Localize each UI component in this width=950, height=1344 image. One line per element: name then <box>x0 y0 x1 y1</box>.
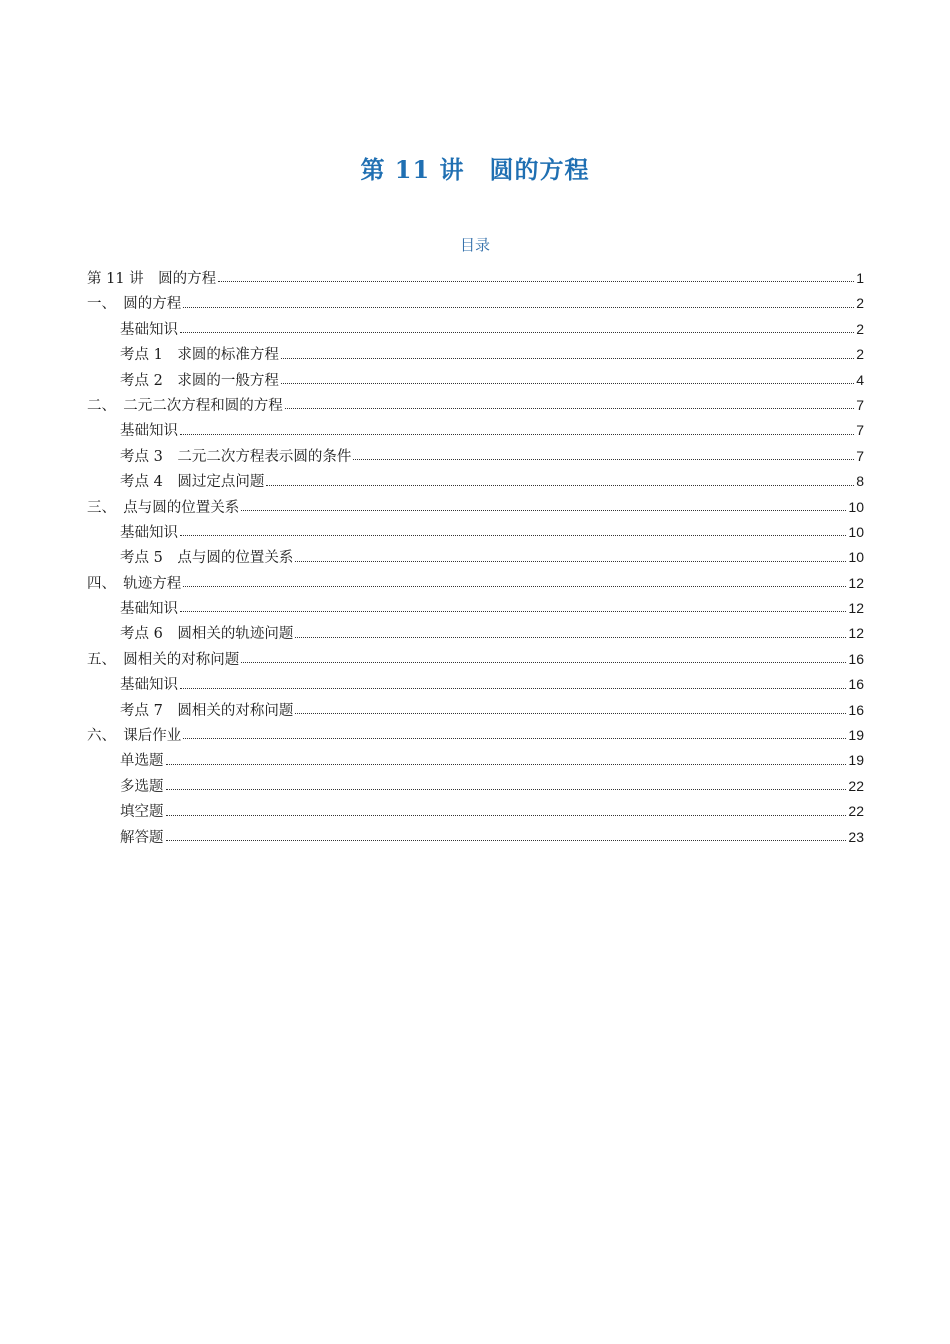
toc-entry-label: 考点 2 求圆的一般方程 <box>120 372 279 389</box>
toc-entry-label: 考点 1 求圆的标准方程 <box>120 347 279 364</box>
toc-entry[interactable] <box>87 774 864 799</box>
toc-entry[interactable] <box>87 825 864 850</box>
toc-dot-leader <box>183 585 846 587</box>
toc-entry-label: 多选题 <box>120 778 164 795</box>
toc-dot-leader <box>281 357 854 359</box>
toc-entry-label: 考点 3 二元二次方程表示圆的条件 <box>120 448 352 465</box>
toc-dot-leader <box>180 610 846 612</box>
toc-entry[interactable] <box>87 571 864 596</box>
toc-page-number: 10 <box>848 523 864 540</box>
toc-page-number: 1 <box>856 270 864 286</box>
toc-entry-label: 解答题 <box>120 829 164 846</box>
toc-dot-leader <box>218 280 854 282</box>
toc-entry[interactable] <box>87 520 864 545</box>
toc-page-number: 12 <box>848 600 864 617</box>
toc-page-number: 16 <box>848 650 864 667</box>
toc-entry[interactable] <box>87 291 864 316</box>
toc-entry[interactable] <box>87 723 864 748</box>
toc-dot-leader <box>285 407 854 409</box>
toc-entry-label: 基础知识 <box>120 524 178 541</box>
toc-entry-label: 基础知识 <box>120 601 178 618</box>
toc-dot-leader <box>183 306 854 308</box>
toc-entry[interactable] <box>87 393 864 418</box>
table-of-contents <box>87 266 864 850</box>
toc-dot-leader <box>166 814 847 816</box>
toc-page-number: 22 <box>848 803 864 820</box>
toc-dot-leader <box>295 712 846 714</box>
toc-page-number: 4 <box>856 371 864 388</box>
toc-dot-leader <box>183 737 846 739</box>
toc-entry[interactable] <box>87 672 864 697</box>
toc-page-number: 10 <box>848 498 864 515</box>
toc-entry[interactable] <box>87 495 864 520</box>
document-title: 第 11 讲 圆的方程 <box>360 155 590 184</box>
toc-entry[interactable] <box>87 647 864 672</box>
toc-dot-leader <box>180 687 846 689</box>
toc-entry[interactable] <box>87 418 864 443</box>
toc-entry[interactable] <box>87 342 864 367</box>
toc-dot-leader <box>353 458 854 460</box>
toc-page-number: 19 <box>848 752 864 769</box>
toc-entry[interactable] <box>87 596 864 621</box>
toc-entry-label: 考点 6 圆相关的轨迹问题 <box>120 626 294 643</box>
toc-entry-label: 六、 课后作业 <box>87 728 182 745</box>
toc-entry[interactable] <box>87 469 864 494</box>
toc-dot-leader <box>180 331 854 333</box>
toc-dot-leader <box>166 763 847 765</box>
toc-entry-label: 四、 轨迹方程 <box>87 575 182 592</box>
toc-page-number: 12 <box>848 625 864 642</box>
toc-entry-label: 考点 5 点与圆的位置关系 <box>120 550 294 567</box>
toc-entry[interactable] <box>87 621 864 646</box>
toc-dot-leader <box>295 636 846 638</box>
toc-dot-leader <box>266 484 854 486</box>
toc-entry[interactable] <box>87 444 864 469</box>
toc-page-number: 7 <box>856 396 864 413</box>
toc-dot-leader <box>295 560 846 562</box>
toc-entry-label: 基础知识 <box>120 321 178 338</box>
toc-page-number: 10 <box>848 549 864 566</box>
toc-page-number: 2 <box>856 295 864 312</box>
toc-entry[interactable] <box>87 799 864 824</box>
toc-heading: 目录 <box>459 236 490 254</box>
toc-page-number: 2 <box>856 346 864 363</box>
toc-dot-leader <box>281 382 854 384</box>
toc-entry-label: 考点 7 圆相关的对称问题 <box>120 702 294 719</box>
toc-entry[interactable] <box>87 368 864 393</box>
toc-entry-label: 一、 圆的方程 <box>87 296 182 313</box>
toc-page-number: 16 <box>848 676 864 693</box>
toc-page-number: 19 <box>848 727 864 744</box>
toc-dot-leader <box>166 839 847 841</box>
toc-dot-leader <box>180 433 854 435</box>
toc-dot-leader <box>166 788 847 790</box>
toc-entry-label: 五、 圆相关的对称问题 <box>87 651 240 668</box>
toc-entry[interactable] <box>87 266 864 291</box>
toc-entry-label: 考点 4 圆过定点问题 <box>120 474 265 491</box>
toc-page-number: 8 <box>856 473 864 490</box>
toc-entry[interactable] <box>87 317 864 342</box>
toc-entry-label: 填空题 <box>120 804 164 821</box>
toc-page-number: 2 <box>856 320 864 337</box>
toc-page-number: 16 <box>848 701 864 718</box>
toc-page-number: 7 <box>856 422 864 439</box>
toc-entry-label: 基础知识 <box>120 423 178 440</box>
toc-page-number: 7 <box>856 447 864 464</box>
toc-entry-label: 二、 二元二次方程和圆的方程 <box>87 397 283 414</box>
toc-entry-label: 第 11 讲 圆的方程 <box>87 271 217 287</box>
toc-entry-label: 单选题 <box>120 753 164 770</box>
toc-page-number: 12 <box>848 574 864 591</box>
toc-entry-label: 三、 点与圆的位置关系 <box>87 499 240 516</box>
toc-entry[interactable] <box>87 748 864 773</box>
toc-page-number: 22 <box>848 777 864 794</box>
toc-entry[interactable] <box>87 545 864 570</box>
toc-entry-label: 基础知识 <box>120 677 178 694</box>
toc-page-number: 23 <box>848 828 864 845</box>
toc-dot-leader <box>180 534 846 536</box>
toc-dot-leader <box>241 509 846 511</box>
toc-dot-leader <box>241 661 846 663</box>
toc-entry[interactable] <box>87 698 864 723</box>
